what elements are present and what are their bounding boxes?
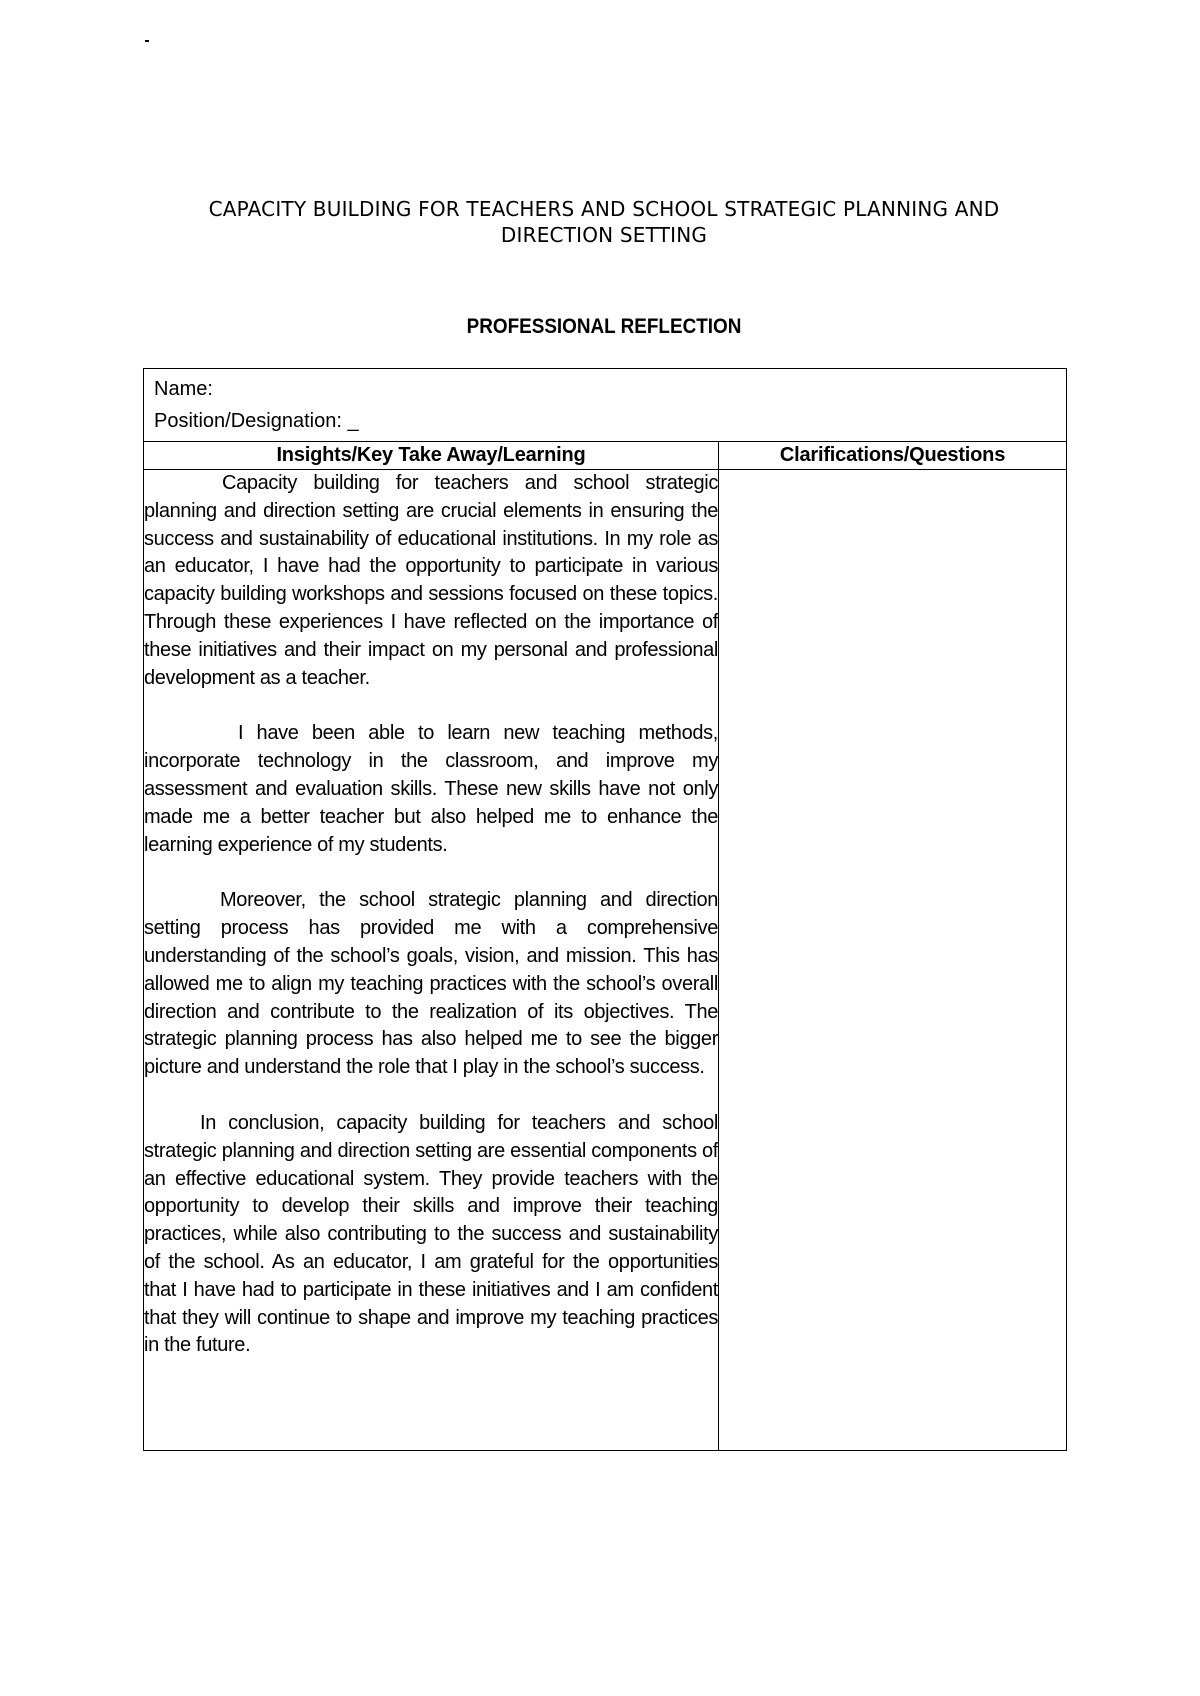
insights-paragraph-1: Capacity building for teachers and school strategic planning and direction setting are crucial elements in ensuring the success and sustainability of educational institutions. In my role as an educator, I have had the opportunity to participate in various capacity building workshops and sessions focused on these topics. Through these experiences I have reflected on the importance of these initiatives and their impact on my personal and professional development as a teacher. [144, 472, 718, 689]
clarifications-cell[interactable] [719, 470, 1067, 1451]
position-field-label: Position/Designation: _ [154, 410, 359, 432]
info-row [144, 369, 1067, 442]
reflection-form-table [143, 368, 1067, 1451]
document-title: CAPACITY BUILDING FOR TEACHERS AND SCHOOL STRATEGIC PLANNING AND DIRECTION SETTING [208, 197, 1000, 247]
content-row [144, 470, 1067, 1451]
insights-paragraph-3: Moreover, the school strategic planning and direction setting process has provided me with a comprehensive understanding of the school’s goals, vision, and mission. This has allowed me to align my teaching practices with the school’s overall direction and contribute to the realization of its objectives. The strategic planning process has also helped me to see the bigger picture and understand the role that I play in the school’s success. [144, 889, 718, 1079]
name-field-label: Name: [154, 378, 213, 400]
insights-paragraph-4: In conclusion, capacity building for teachers and school strategic planning and direction setting are essential components of an effective educational system. They provide teachers with the opportunity to develop their skills and improve their teaching practices, while also contributing to the success and sustainability of the school. As an educator, I am grateful for the opportunities that I have had to participate in these initiatives and I am confident that they will continue to shape and improve my teaching practices in the future. [144, 1111, 718, 1357]
column-header-row [144, 442, 1067, 470]
info-cell[interactable] [144, 369, 1067, 442]
insights-column-header: Insights/Key Take Away/Learning [144, 442, 719, 470]
document-subtitle: PROFESSIONAL REFLECTION [466, 315, 742, 338]
insights-cell[interactable] [144, 470, 719, 1451]
insights-paragraph-2: I have been able to learn new teaching methods, incorporate technology in the classroom, and improve my assessment and evaluation skills. These new skills have not only made me a better teacher but also helped me to enhance the learning experience of my students. [144, 722, 718, 856]
corner-mark [145, 40, 149, 42]
clarifications-column-header: Clarifications/Questions [719, 442, 1067, 470]
